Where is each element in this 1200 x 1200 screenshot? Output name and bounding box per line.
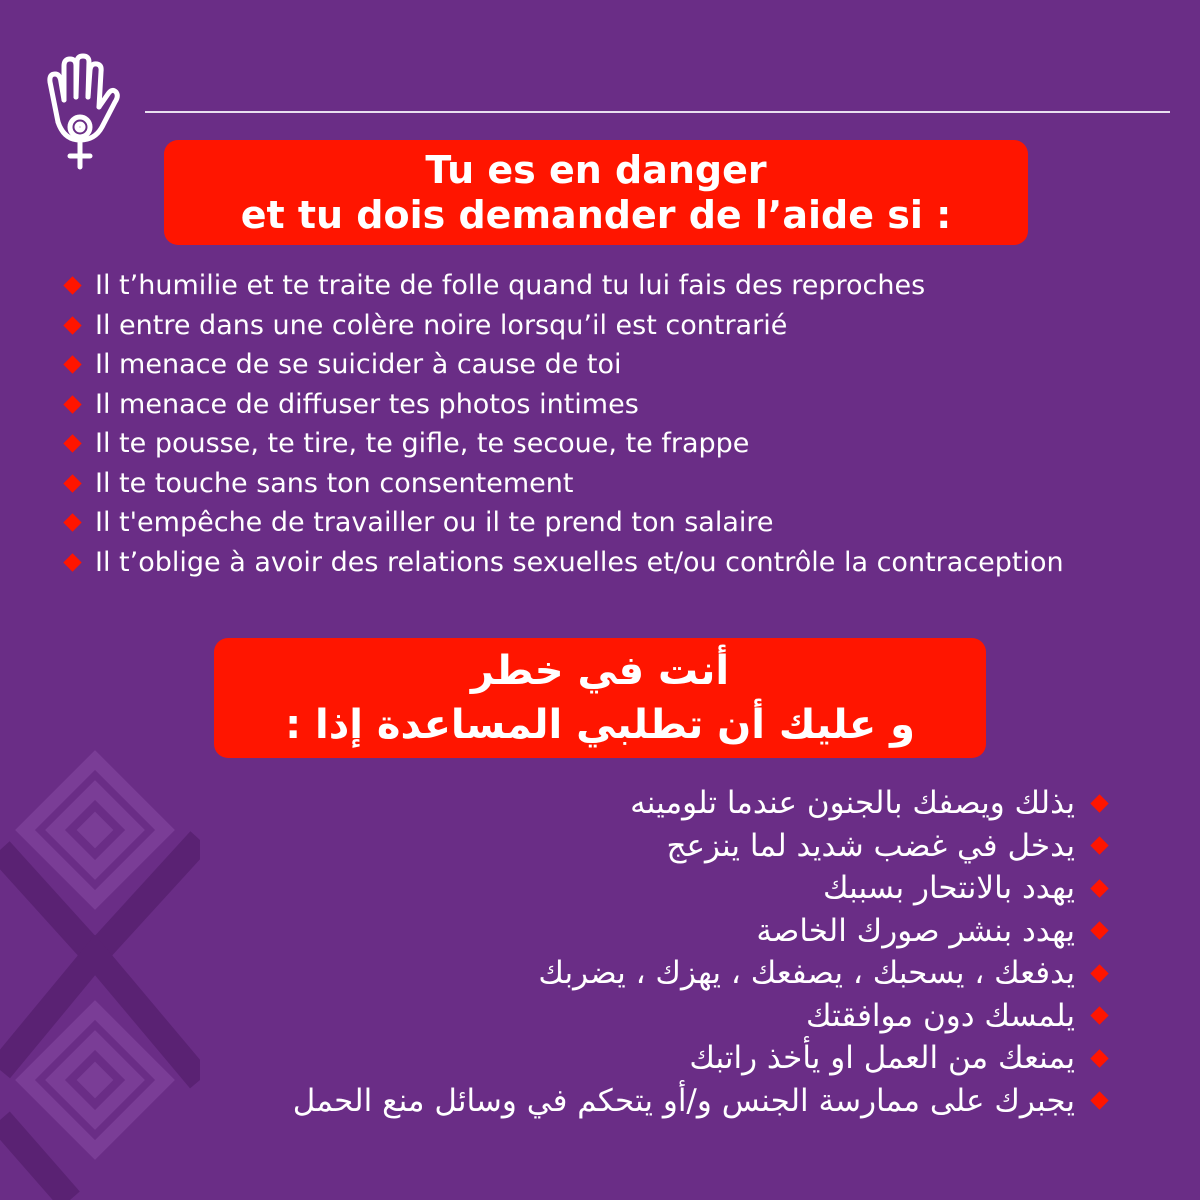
diamond-bullet-icon <box>1090 922 1108 940</box>
diamond-bullet-icon <box>63 395 81 413</box>
list-item <box>50 952 1110 995</box>
list-item <box>50 910 1110 953</box>
list-item-text: يذلك ويصفك بالجنون عندما تلومينه <box>630 785 1075 821</box>
list-item-text: يدخل في غضب شديد لما ينزعج <box>666 827 1075 864</box>
diamond-bullet-icon <box>1090 1092 1108 1110</box>
diamond-bullet-icon <box>1090 964 1108 982</box>
list-item <box>62 424 1182 464</box>
list-item-text: Il t’humilie et te traite de folle quand tu lui fais des reproches <box>95 270 926 301</box>
list-item <box>50 1037 1110 1080</box>
diamond-bullet-icon <box>63 514 81 532</box>
french-warning-list <box>62 266 1182 582</box>
list-item-text: يهدد بنشر صورك الخاصة <box>756 912 1075 949</box>
diamond-bullet-icon <box>1090 1049 1108 1067</box>
list-item <box>62 306 1182 346</box>
header-rule <box>145 111 1170 113</box>
diamond-bullet-icon <box>63 553 81 571</box>
diamond-bullet-icon <box>63 356 81 374</box>
diamond-bullet-icon <box>63 435 81 453</box>
list-item <box>62 464 1182 504</box>
list-item <box>50 867 1110 910</box>
list-item <box>62 543 1182 583</box>
arabic-heading-line1: أنت في خطر <box>470 648 730 694</box>
list-item-text: Il entre dans une colère noire lorsqu’il est contrarié <box>95 309 788 341</box>
list-item <box>62 266 1182 306</box>
diamond-bullet-icon <box>1090 879 1108 897</box>
list-item-text: Il menace de se suicider à cause de toi <box>95 349 622 380</box>
arabic-heading-line2: و عليك أن تطلبي المساعدة إذا : <box>285 702 915 748</box>
list-item <box>62 385 1182 425</box>
french-heading-line2: et tu dois demander de l’aide si : <box>240 193 952 237</box>
list-item <box>50 995 1110 1038</box>
list-item-text: Il te pousse, te tire, te gifle, te secoue, te frappe <box>95 428 750 459</box>
list-item <box>62 503 1182 543</box>
diamond-bullet-icon <box>1090 1007 1108 1025</box>
list-item <box>50 1080 1110 1123</box>
french-heading-line1: Tu es en danger <box>425 148 767 192</box>
list-item-text: يجبرك على ممارسة الجنس و/أو يتحكم في وسائل منع الحمل <box>292 1082 1075 1119</box>
list-item-text: Il te touche sans ton consentement <box>95 467 574 499</box>
diamond-bullet-icon <box>63 474 81 492</box>
list-item-text: Il t'empêche de travailler ou il te prend ton salaire <box>95 507 774 538</box>
list-item <box>50 825 1110 868</box>
french-heading-banner <box>164 140 1028 245</box>
list-item-text: يمنعك من العمل او يأخذ راتبك <box>689 1040 1075 1076</box>
list-item <box>62 345 1182 385</box>
diamond-bullet-icon <box>1090 794 1108 812</box>
list-item-text: يلمسك دون موافقتك <box>805 997 1075 1034</box>
diamond-bullet-icon <box>63 277 81 295</box>
list-item-text: يهدد بالانتحار بسببك <box>823 870 1075 906</box>
diamond-bullet-icon <box>63 316 81 334</box>
list-item-text: يدفعك ، يسحبك ، يصفعك ، يهزك ، يضربك <box>538 955 1075 991</box>
list-item-text: Il t’oblige à avoir des relations sexuelles et/ou contrôle la contraception <box>95 546 1064 578</box>
list-item <box>50 782 1110 825</box>
diamond-bullet-icon <box>1090 837 1108 855</box>
arabic-warning-list <box>50 782 1110 1122</box>
list-item-text: Il menace de diffuser tes photos intimes <box>95 388 639 420</box>
arabic-heading-banner <box>214 638 986 758</box>
hand-female-symbol-icon <box>40 52 120 172</box>
